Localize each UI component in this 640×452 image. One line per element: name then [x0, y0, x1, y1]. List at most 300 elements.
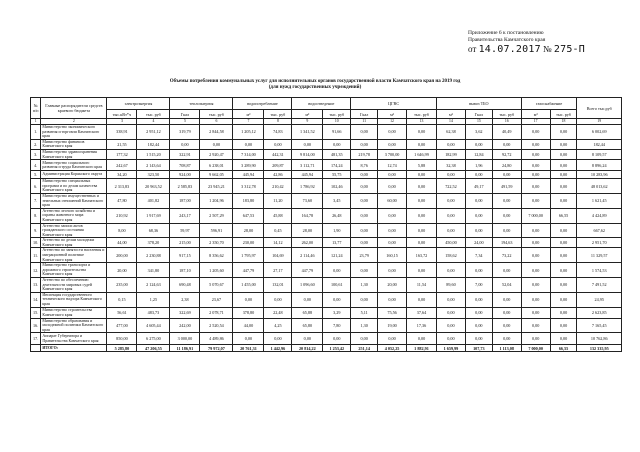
- row-value-cell: 0,00: [407, 223, 437, 238]
- row-value-cell: 0,00: [492, 223, 521, 238]
- total-value-cell: 20 761,31: [233, 345, 264, 352]
- row-value-cell: 0,00: [465, 171, 492, 179]
- table-row: [31, 248, 622, 263]
- row-value-cell: 483,73: [137, 307, 170, 318]
- row-value-cell: 0,00: [521, 125, 550, 140]
- row-value-cell: 0,00: [378, 292, 407, 307]
- row-value-cell: 0,00: [521, 149, 550, 159]
- column-index: 5: [170, 119, 200, 125]
- row-value-cell: 0,00: [378, 223, 407, 238]
- row-value-cell: 242,00: [170, 318, 200, 333]
- unit-header: Гкал: [465, 110, 492, 119]
- row-value-cell: 0,00: [521, 292, 550, 307]
- total-value-cell: 7 000,00: [521, 345, 550, 352]
- decree-number: 275-П: [553, 44, 585, 55]
- row-value-cell: 65,88: [292, 307, 323, 318]
- row-value-cell: 2 623,85: [577, 307, 622, 318]
- row-value-cell: 0,00: [492, 318, 521, 333]
- row-value-cell: 10 283,96: [577, 171, 622, 179]
- row-value-cell: 708,87: [170, 160, 200, 171]
- row-value-cell: 8 109,57: [577, 149, 622, 159]
- row-number: 13.: [31, 278, 41, 293]
- row-number: 1.: [31, 125, 41, 140]
- row-value-cell: 1,96: [465, 160, 492, 171]
- consumption-table: [30, 97, 622, 352]
- column-index: 3: [107, 119, 137, 125]
- row-value-cell: 104,69: [264, 248, 292, 263]
- column-index: 9: [292, 119, 323, 125]
- row-value-cell: 23 945,21: [200, 179, 233, 194]
- row-value-cell: 62,38: [436, 125, 465, 140]
- row-value-cell: 0,00: [492, 292, 521, 307]
- row-value-cell: 7 000,00: [521, 208, 550, 223]
- row-value-cell: 0,00: [292, 139, 323, 149]
- row-value-cell: 28,00: [292, 223, 323, 238]
- row-value-cell: 2 230,88: [137, 248, 170, 263]
- row-value-cell: 338,91: [107, 125, 137, 140]
- row-value-cell: 0,00: [436, 223, 465, 238]
- row-value-cell: 0,00: [407, 179, 437, 194]
- row-value-cell: 7 314,00: [233, 149, 264, 159]
- unit-header: тыс. руб: [550, 110, 577, 119]
- row-value-cell: 5 070,67: [200, 278, 233, 293]
- row-value-cell: 1,25: [137, 292, 170, 307]
- column-index: 8: [264, 119, 292, 125]
- row-value-cell: 0,00: [351, 263, 378, 278]
- row-agency-name: Министерство экономического развития и торговли Камчатского края: [41, 125, 107, 140]
- row-value-cell: 55,75: [323, 171, 351, 179]
- row-value-cell: 2 951,12: [137, 125, 170, 140]
- row-agency-name: Министерство социального развития и труда Камчатского края: [41, 160, 107, 171]
- row-value-cell: 0,00: [378, 179, 407, 194]
- row-value-cell: 2 143,64: [137, 160, 170, 171]
- row-value-cell: 0,00: [465, 223, 492, 238]
- row-value-cell: 322,69: [170, 307, 200, 318]
- row-value-cell: 13,77: [323, 238, 351, 248]
- row-value-cell: 32,38: [436, 160, 465, 171]
- decree-date-number: [468, 44, 628, 55]
- row-value-cell: 4,25: [264, 318, 292, 333]
- row-value-cell: 2 507,29: [200, 208, 233, 223]
- row-value-cell: 447,79: [292, 263, 323, 278]
- row-value-cell: 0,00: [351, 193, 378, 208]
- row-value-cell: 0,00: [550, 171, 577, 179]
- table-row: [31, 125, 622, 140]
- row-value-cell: 2 350,70: [200, 238, 233, 248]
- row-value-cell: 401,82: [137, 193, 170, 208]
- row-value-cell: 0,00: [550, 307, 577, 318]
- column-index: 18: [550, 119, 577, 125]
- row-value-cell: 59,97: [170, 223, 200, 238]
- row-value-cell: 0,00: [521, 318, 550, 333]
- row-value-cell: 0,00: [407, 125, 437, 140]
- row-value-cell: 0,00: [378, 171, 407, 179]
- row-value-cell: 7 491,52: [577, 278, 622, 293]
- unit-header: тыс. руб: [407, 110, 437, 119]
- row-number: 2.: [31, 139, 41, 149]
- table-row: [31, 278, 622, 293]
- row-value-cell: 0,00: [351, 292, 378, 307]
- total-value-cell: 20 814,22: [292, 345, 323, 352]
- row-value-cell: 24,00: [465, 238, 492, 248]
- table-row: [31, 333, 622, 345]
- group-heat: теплоэнергия: [170, 98, 233, 110]
- group-sewage: водоотведение: [292, 98, 351, 110]
- row-value-cell: 850,00: [107, 333, 137, 345]
- row-value-cell: 182,44: [577, 139, 622, 149]
- row-value-cell: 0,00: [465, 333, 492, 345]
- row-value-cell: 0,00: [492, 208, 521, 223]
- row-value-cell: 341,80: [137, 263, 170, 278]
- total-value-cell: 1 113,08: [492, 345, 521, 352]
- row-value-cell: 5,11: [351, 307, 378, 318]
- row-agency-name: Агентство по обеспечению деятельности мировых судей Камчатского края: [41, 278, 107, 293]
- row-value-cell: 2 124,63: [137, 278, 170, 293]
- row-value-cell: 52,04: [492, 278, 521, 293]
- row-value-cell: 0,00: [521, 139, 550, 149]
- table-row: [31, 318, 622, 333]
- row-value-cell: 89,60: [436, 278, 465, 293]
- row-value-cell: 0,00: [521, 278, 550, 293]
- column-index: 7: [233, 119, 264, 125]
- row-value-cell: 0,00: [521, 179, 550, 194]
- row-value-cell: 1 795,97: [233, 248, 264, 263]
- row-value-cell: 2,38: [170, 292, 200, 307]
- row-value-cell: 2 078,71: [200, 307, 233, 318]
- row-value-cell: 3 112,71: [292, 160, 323, 171]
- row-value-cell: 0,00: [407, 139, 437, 149]
- row-value-cell: 378,80: [233, 307, 264, 318]
- row-value-cell: 243,17: [170, 208, 200, 223]
- row-value-cell: 0,00: [264, 139, 292, 149]
- row-value-cell: 91,66: [323, 125, 351, 140]
- row-value-cell: 0,00: [292, 333, 323, 345]
- row-value-cell: 3 312,78: [233, 179, 264, 194]
- row-value-cell: 0,00: [465, 263, 492, 278]
- row-value-cell: 7,00: [465, 278, 492, 293]
- row-value-cell: 0,00: [521, 160, 550, 171]
- col-total-header: Всего тыс.руб: [577, 98, 622, 119]
- row-value-cell: 477,00: [107, 318, 137, 333]
- row-value-cell: 0,00: [492, 171, 521, 179]
- row-value-cell: 174,24: [323, 160, 351, 171]
- unit-header: м³: [292, 110, 323, 119]
- row-value-cell: 10 762,86: [577, 333, 622, 345]
- row-value-cell: 0,00: [323, 292, 351, 307]
- column-index: 10: [323, 119, 351, 125]
- unit-header: м³: [233, 110, 264, 119]
- row-value-cell: 667,62: [577, 223, 622, 238]
- row-agency-name: Министерство специальных программ и по делам казачества Камчатского края: [41, 179, 107, 194]
- row-value-cell: 3,62: [465, 125, 492, 140]
- row-value-cell: 1 786,92: [292, 179, 323, 194]
- row-value-cell: 20 963,52: [137, 179, 170, 194]
- row-value-cell: 3,29: [323, 307, 351, 318]
- unit-header: м³: [378, 110, 407, 119]
- row-value-cell: 200,00: [107, 248, 137, 263]
- row-agency-name: Инспекция государственного технического надзора Камчатского края: [41, 292, 107, 307]
- row-value-cell: 0,00: [378, 125, 407, 140]
- row-agency-name: Агентство по занятости населения и миграционной политике Камчатского края: [41, 248, 107, 263]
- row-value-cell: 24,80: [492, 160, 521, 171]
- row-value-cell: 8 356,62: [200, 248, 233, 263]
- row-value-cell: 17,36: [407, 318, 437, 333]
- row-value-cell: 0,00: [550, 160, 577, 171]
- table-row: [31, 292, 622, 307]
- unit-header: тыс. руб: [137, 110, 170, 119]
- date-prefix: от: [468, 44, 477, 54]
- row-value-cell: 0,00: [264, 292, 292, 307]
- row-value-cell: 0,00: [200, 139, 233, 149]
- row-value-cell: 4 424,89: [577, 208, 622, 223]
- row-value-cell: 26,48: [323, 208, 351, 223]
- row-number: 15.: [31, 307, 41, 318]
- row-value-cell: 924,00: [170, 171, 200, 179]
- row-value-cell: 447,79: [233, 263, 264, 278]
- row-value-cell: 0,00: [323, 263, 351, 278]
- row-value-cell: 0,00: [550, 263, 577, 278]
- row-value-cell: 7 165,45: [577, 318, 622, 333]
- row-value-cell: 1 917,69: [137, 208, 170, 223]
- row-value-cell: 56,61: [107, 307, 137, 318]
- group-water: водопотребление: [233, 98, 292, 110]
- col-name-header: Главные распорядители средств краевого бюджета: [41, 98, 107, 119]
- row-value-cell: 2 114,46: [292, 248, 323, 263]
- row-value-cell: 0,00: [378, 139, 407, 149]
- row-number: 5.: [31, 171, 41, 179]
- row-value-cell: 65,80: [292, 318, 323, 333]
- row-value-cell: 0,00: [492, 263, 521, 278]
- row-value-cell: 378,20: [137, 238, 170, 248]
- row-value-cell: 0,00: [550, 125, 577, 140]
- row-value-cell: 0,00: [233, 292, 264, 307]
- row-value-cell: 0,00: [521, 193, 550, 208]
- row-agency-name: Министерство финансов Камчатского края: [41, 139, 107, 149]
- row-value-cell: 183,80: [233, 193, 264, 208]
- row-value-cell: 0,00: [550, 333, 577, 345]
- row-value-cell: 0,00: [170, 139, 200, 149]
- row-value-cell: 7,80: [323, 318, 351, 333]
- row-value-cell: 4 605,44: [137, 318, 170, 333]
- row-value-cell: 121,24: [323, 248, 351, 263]
- total-value-cell: 1 659,99: [436, 345, 465, 352]
- row-number: 6.: [31, 179, 41, 194]
- row-value-cell: 491,59: [492, 179, 521, 194]
- row-value-cell: 242,67: [107, 160, 137, 171]
- row-value-cell: 722,52: [436, 179, 465, 194]
- row-value-cell: 917,15: [170, 248, 200, 263]
- row-agency-name: Администрация Корякского округа: [41, 171, 107, 179]
- row-number: 9.: [31, 223, 41, 238]
- row-value-cell: 323,50: [137, 171, 170, 179]
- column-index: 2: [41, 119, 107, 125]
- row-value-cell: 49,17: [465, 179, 492, 194]
- unit-header: м³: [521, 110, 550, 119]
- row-value-cell: 164,78: [292, 208, 323, 223]
- row-agency-name: Министерство строительства Камчатского края: [41, 307, 107, 318]
- row-value-cell: 12,84: [465, 149, 492, 159]
- group-electricity: электроэнергия: [107, 98, 170, 110]
- row-value-cell: 210,92: [107, 208, 137, 223]
- row-value-cell: 187,10: [170, 263, 200, 278]
- table-row: [31, 193, 622, 208]
- row-value-cell: 0,00: [351, 238, 378, 248]
- row-value-cell: 3 289,90: [233, 160, 264, 171]
- unit-header: тыс.кВт*ч: [107, 110, 137, 119]
- total-value-cell: 1 882,91: [407, 345, 437, 352]
- row-value-cell: 0,00: [492, 139, 521, 149]
- row-value-cell: 0,00: [436, 171, 465, 179]
- total-value-cell: 132 335,95: [577, 345, 622, 352]
- row-value-cell: 187,00: [170, 193, 200, 208]
- row-value-cell: 0,00: [264, 333, 292, 345]
- row-value-cell: 8,00: [107, 223, 137, 238]
- row-value-cell: 0,00: [436, 263, 465, 278]
- unit-header: Гкал: [170, 110, 200, 119]
- row-value-cell: 68,36: [137, 223, 170, 238]
- row-value-cell: 0,00: [436, 139, 465, 149]
- row-value-cell: 47,80: [107, 193, 137, 208]
- row-value-cell: 1 205,12: [233, 125, 264, 140]
- column-index: 1: [31, 119, 41, 125]
- unit-header: м³: [436, 110, 465, 119]
- column-index: 14: [436, 119, 465, 125]
- row-value-cell: 0,00: [521, 238, 550, 248]
- row-value-cell: 2 920,47: [200, 149, 233, 159]
- row-value-cell: 1,30: [351, 278, 378, 293]
- row-value-cell: 1 621,45: [577, 193, 622, 208]
- row-value-cell: 8 896,24: [577, 160, 622, 171]
- row-value-cell: 0,00: [351, 125, 378, 140]
- column-index: 15: [465, 119, 492, 125]
- group-gas: газоснабжение: [521, 98, 577, 110]
- row-value-cell: 0,00: [378, 208, 407, 223]
- row-value-cell: 0,00: [378, 263, 407, 278]
- total-label: ИТОГО:: [41, 345, 107, 352]
- row-value-cell: 0,00: [550, 318, 577, 333]
- row-number: 8.: [31, 208, 41, 223]
- table-row: [31, 139, 622, 149]
- row-value-cell: 34,20: [107, 171, 137, 179]
- row-number: 14.: [31, 292, 41, 307]
- row-number: 16.: [31, 318, 41, 333]
- row-value-cell: 66,55: [550, 208, 577, 223]
- row-value-cell: 92,72: [492, 149, 521, 159]
- row-value-cell: 0,45: [264, 223, 292, 238]
- row-value-cell: 230,00: [233, 238, 264, 248]
- row-value-cell: 45,88: [264, 208, 292, 223]
- total-value-cell: 11 186,91: [170, 345, 200, 352]
- row-number: 3.: [31, 149, 41, 159]
- row-value-cell: 0,00: [292, 292, 323, 307]
- row-value-cell: 8,76: [351, 160, 378, 171]
- row-value-cell: 1 455,00: [233, 278, 264, 293]
- row-value-cell: 0,00: [407, 238, 437, 248]
- row-value-cell: 102,46: [323, 179, 351, 194]
- row-agency-name: Агентство лесного хозяйства и охраны животного мира Камчатского края: [41, 208, 107, 223]
- group-waste: вывоз ТБО: [436, 98, 521, 110]
- row-number: 11.: [31, 248, 41, 263]
- total-value-cell: 5 285,80: [107, 345, 137, 352]
- column-index: 16: [492, 119, 521, 125]
- row-value-cell: 100,61: [323, 278, 351, 293]
- row-value-cell: 75,56: [378, 307, 407, 318]
- row-value-cell: 132,01: [264, 278, 292, 293]
- row-value-cell: 0,15: [107, 292, 137, 307]
- total-value-cell: 4 052,25: [378, 345, 407, 352]
- row-value-cell: 194,63: [492, 238, 521, 248]
- row-value-cell: 4 489,86: [200, 333, 233, 345]
- row-value-cell: 24,95: [577, 292, 622, 307]
- row-agency-name: Агентство по делам молодежи Камчатского края: [41, 238, 107, 248]
- row-value-cell: 3 000,00: [170, 333, 200, 345]
- row-value-cell: 182,99: [436, 149, 465, 159]
- row-value-cell: 0,00: [521, 248, 550, 263]
- row-value-cell: 42,86: [264, 171, 292, 179]
- total-value-cell: 251,14: [351, 345, 378, 352]
- row-value-cell: 3 700,00: [378, 149, 407, 159]
- column-index: 12: [378, 119, 407, 125]
- row-value-cell: 0,00: [436, 292, 465, 307]
- row-value-cell: 209,87: [264, 160, 292, 171]
- col-no-header: № п/п: [31, 98, 41, 119]
- row-value-cell: 0,00: [351, 208, 378, 223]
- row-number: 12.: [31, 263, 41, 278]
- total-value-cell: 1 442,96: [264, 345, 292, 352]
- row-value-cell: 0,00: [233, 139, 264, 149]
- row-value-cell: 1 205,60: [200, 263, 233, 278]
- row-value-cell: 262,00: [292, 238, 323, 248]
- table-row: [31, 263, 622, 278]
- unit-header: тыс. руб: [492, 110, 521, 119]
- row-value-cell: 5,88: [407, 160, 437, 171]
- row-value-cell: 1 341,52: [292, 125, 323, 140]
- row-value-cell: 6 275,00: [137, 333, 170, 345]
- row-value-cell: 0,00: [323, 333, 351, 345]
- row-value-cell: 0,00: [521, 333, 550, 345]
- document-title: [150, 79, 480, 91]
- row-value-cell: 0,00: [521, 263, 550, 278]
- row-agency-name: Министерство имущественных и земельных отношений Камчатского края: [41, 193, 107, 208]
- row-value-cell: 1 574,53: [577, 263, 622, 278]
- column-index: 11: [351, 119, 378, 125]
- row-value-cell: 60,00: [378, 193, 407, 208]
- total-value-cell: 1 253,42: [323, 345, 351, 352]
- row-value-cell: 0,00: [550, 149, 577, 159]
- row-value-cell: 160,15: [378, 248, 407, 263]
- row-agency-name: Министерство транспорта и дорожного строительства Камчатского края: [41, 263, 107, 278]
- row-value-cell: 21,55: [107, 139, 137, 149]
- table-row: [31, 307, 622, 318]
- table-row: [31, 208, 622, 223]
- row-value-cell: 0,00: [492, 193, 521, 208]
- row-value-cell: 0,00: [550, 292, 577, 307]
- row-value-cell: 9 662,05: [200, 171, 233, 179]
- row-value-cell: 0,00: [492, 307, 521, 318]
- row-value-cell: 445,94: [292, 171, 323, 179]
- row-value-cell: 1,90: [323, 223, 351, 238]
- total-value-cell: 47 206,55: [137, 345, 170, 352]
- title-line-1: Объемы потребления коммунальных услуг для исполнительных органов государственной власти Камчатского края на 2019 год: [169, 79, 461, 84]
- row-value-cell: 74,83: [264, 125, 292, 140]
- column-index: 19: [577, 119, 622, 125]
- row-value-cell: 177,32: [107, 149, 137, 159]
- row-value-cell: 0,00: [521, 171, 550, 179]
- total-row-number: [31, 345, 41, 352]
- row-value-cell: 44,00: [107, 238, 137, 248]
- row-value-cell: 48 013,62: [577, 179, 622, 194]
- row-value-cell: 22,48: [264, 307, 292, 318]
